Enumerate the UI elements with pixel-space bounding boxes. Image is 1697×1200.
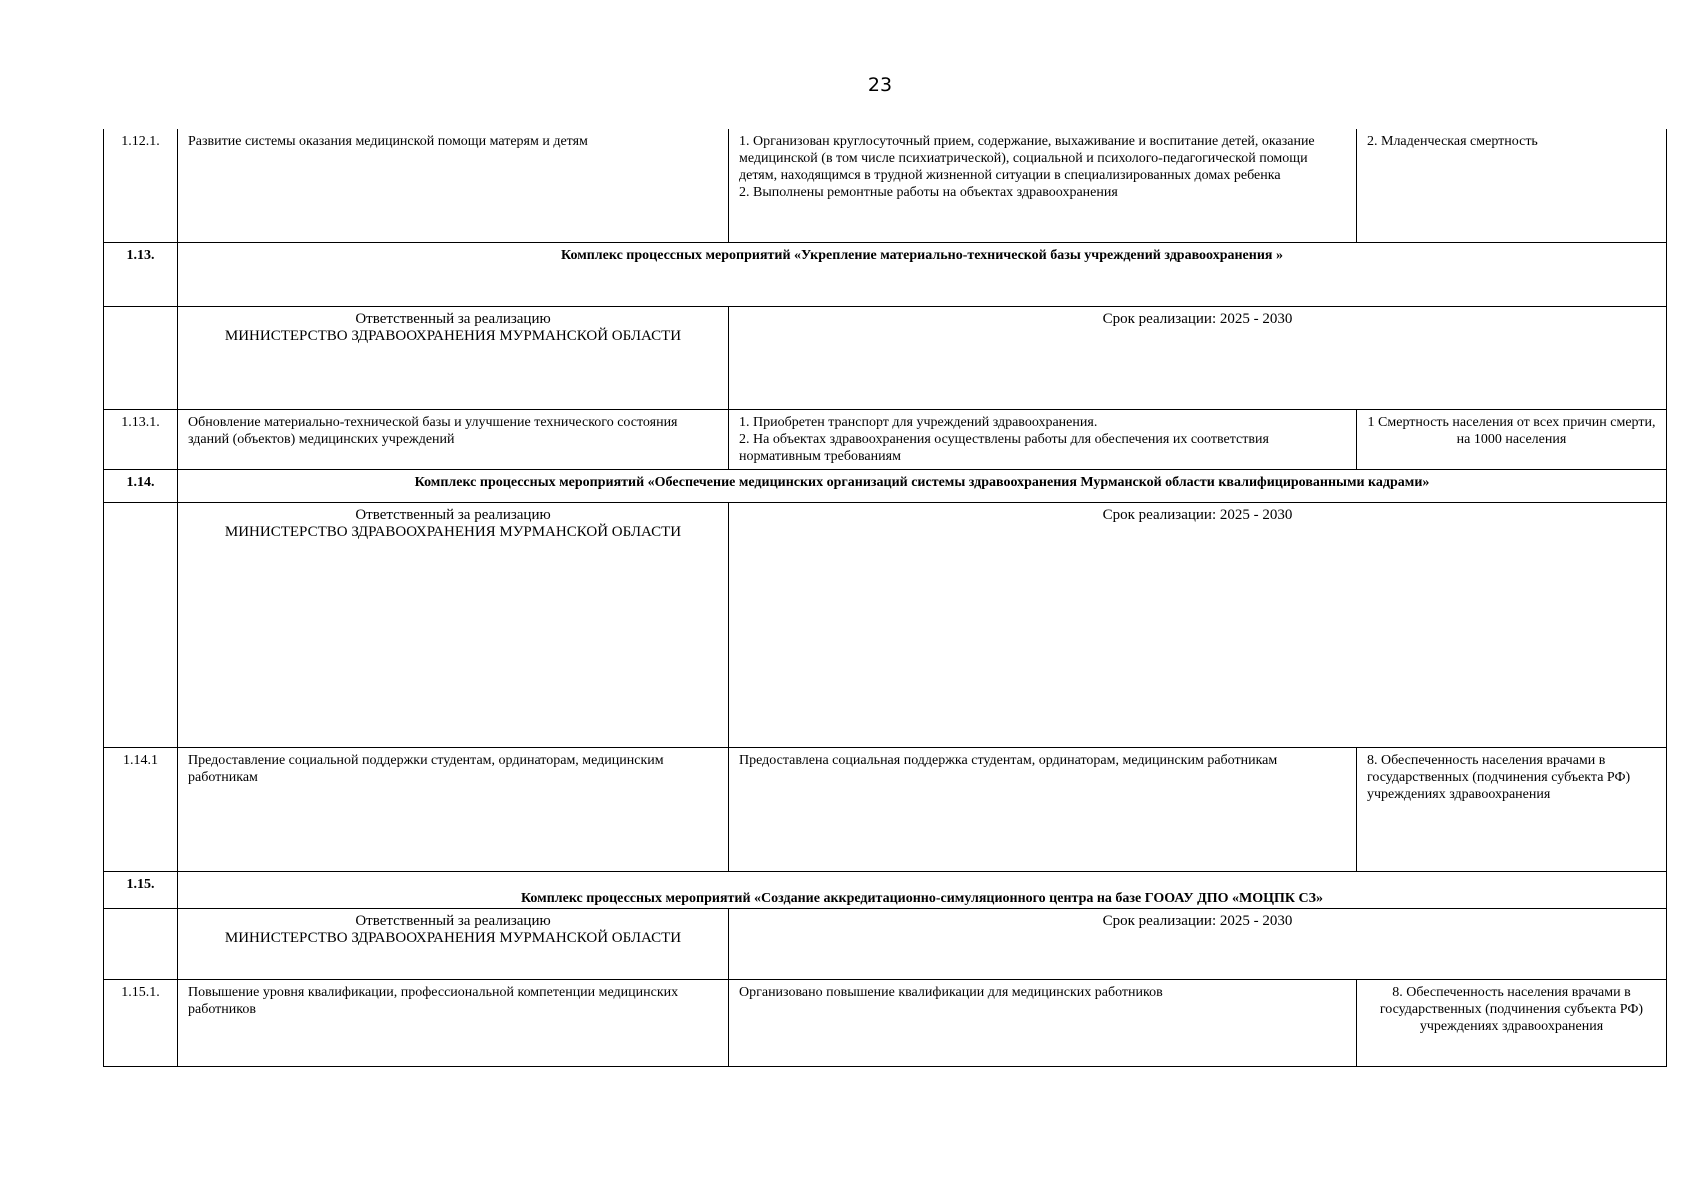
responsible-label: Ответственный за реализацию: [355, 310, 551, 327]
row-number: 1.15.1.: [104, 979, 178, 1066]
page-number: 23: [867, 74, 893, 96]
result-item: 2. Выполнены ремонтные работы на объектах здравоохранения: [739, 185, 1118, 200]
section-number: 1.15.: [104, 871, 178, 908]
empty-cell: [104, 502, 178, 747]
responsible-row: [104, 908, 1667, 979]
section-title: Комплекс процессных мероприятий «Укрепление материально-технической базы учреждений здравоохранения »: [178, 242, 1667, 306]
responsible-row: [104, 306, 1667, 409]
responsible-label: Ответственный за реализацию: [355, 506, 551, 523]
responsible-org: МИНИСТЕРСТВО ЗДРАВООХРАНЕНИЯ МУРМАНСКОЙ ОБЛАСТИ: [224, 523, 682, 540]
section-row: [104, 242, 1667, 306]
section-number: 1.14.: [104, 469, 178, 502]
responsible-cell: [178, 908, 729, 979]
row-number: 1.14.1: [104, 747, 178, 871]
indicator-cell: 1 Смертность населения от всех причин смерти, на 1000 населения: [1357, 409, 1667, 469]
indicator-cell: 8. Обеспеченность населения врачами в государственных (подчинения субъекта РФ) учреждениях здравоохранения: [1357, 979, 1667, 1066]
task-cell: Обновление материально-технической базы и улучшение технического состояния зданий (объектов) медицинских учреждений: [178, 409, 729, 469]
term-cell: Срок реализации: 2025 - 2030: [729, 908, 1667, 979]
result-item: 2. На объектах здравоохранения осуществлены работы для обеспечения их соответствия нормативным требованиям: [739, 431, 1269, 464]
table-row: [104, 747, 1667, 871]
table-row: [104, 129, 1667, 242]
responsible-cell: [178, 502, 729, 747]
results-cell: [729, 409, 1357, 469]
responsible-row: [104, 502, 1667, 747]
task-cell: Повышение уровня квалификации, профессиональной компетенции медицинских работников: [178, 979, 729, 1066]
program-table: [103, 129, 1667, 1067]
results-cell: Организовано повышение квалификации для медицинских работников: [729, 979, 1357, 1066]
term-cell: Срок реализации: 2025 - 2030: [729, 306, 1667, 409]
empty-cell: [104, 908, 178, 979]
table-row: [104, 979, 1667, 1066]
responsible-label: Ответственный за реализацию: [355, 912, 551, 929]
results-cell: Предоставлена социальная поддержка студентам, ординаторам, медицинским работникам: [729, 747, 1357, 871]
table-row: [104, 409, 1667, 469]
row-number: 1.12.1.: [104, 129, 178, 242]
section-number: 1.13.: [104, 242, 178, 306]
indicator-cell: 2. Младенческая смертность: [1357, 129, 1667, 242]
results-cell: [729, 129, 1357, 242]
empty-cell: [104, 306, 178, 409]
result-item: 1. Организован круглосуточный прием, содержание, выхаживание и воспитание детей, оказание медицинской (в том числе психиатрической), социальной и психолого-педагогической помощи детям, находящимся в трудной жизненной ситуации в специализированных домах ребенка: [739, 134, 1315, 183]
section-row: [104, 469, 1667, 502]
row-number: 1.13.1.: [104, 409, 178, 469]
task-cell: Предоставление социальной поддержки студентам, ординаторам, медицинским работникам: [178, 747, 729, 871]
responsible-org: МИНИСТЕРСТВО ЗДРАВООХРАНЕНИЯ МУРМАНСКОЙ ОБЛАСТИ: [224, 327, 682, 344]
result-item: 1. Приобретен транспорт для учреждений здравоохранения.: [739, 414, 1098, 430]
indicator-cell: 8. Обеспеченность населения врачами в государственных (подчинения субъекта РФ) учреждениях здравоохранения: [1357, 747, 1667, 871]
task-cell: Развитие системы оказания медицинской помощи матерям и детям: [178, 129, 729, 242]
term-cell: Срок реализации: 2025 - 2030: [729, 502, 1667, 747]
section-row: [104, 871, 1667, 908]
responsible-org: МИНИСТЕРСТВО ЗДРАВООХРАНЕНИЯ МУРМАНСКОЙ ОБЛАСТИ: [224, 929, 682, 946]
section-title: Комплекс процессных мероприятий «Создание аккредитационно-симуляционного центра на базе ГООАУ ДПО «МОЦПК СЗ»: [178, 871, 1667, 908]
section-title: Комплекс процессных мероприятий «Обеспечение медицинских организаций системы здравоохранения Мурманской области квалифицированными кадрами»: [178, 469, 1667, 502]
responsible-cell: [178, 306, 729, 409]
